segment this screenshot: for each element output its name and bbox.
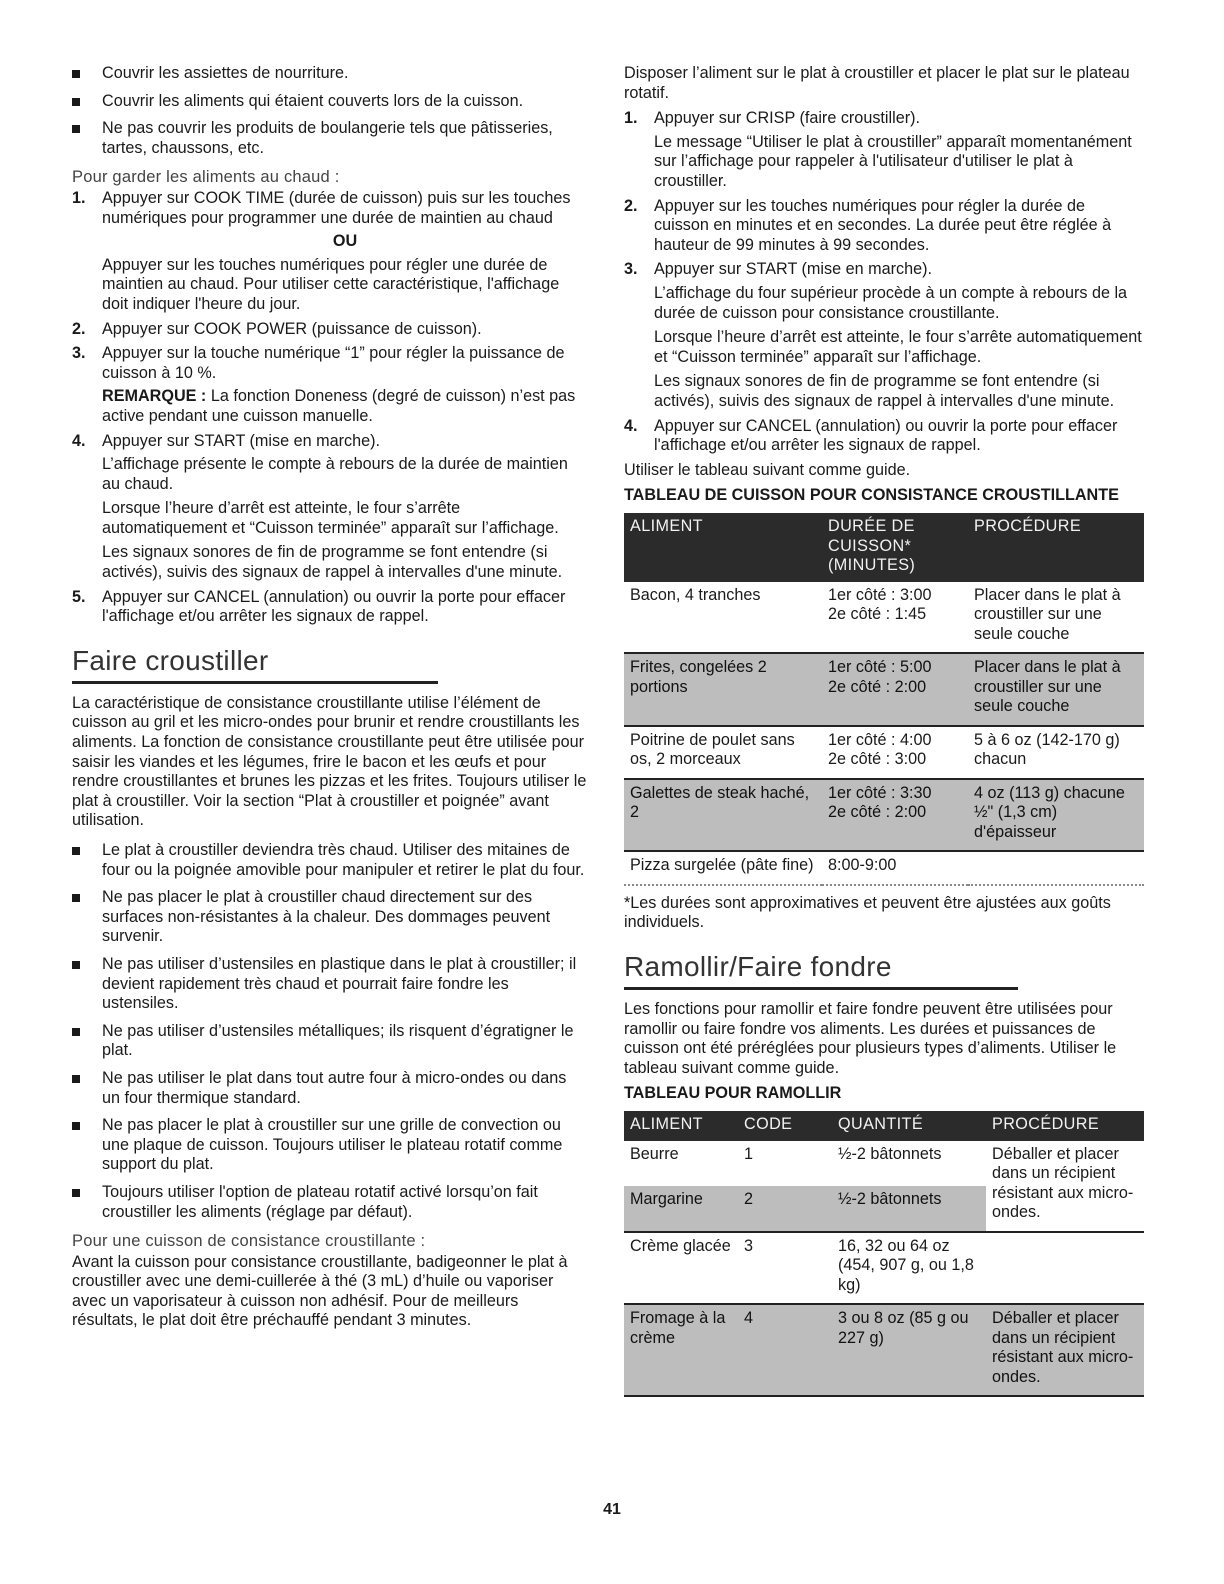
guide-text: Utiliser le tableau suivant comme guide. [624, 460, 911, 479]
section-divider [624, 987, 1018, 990]
table-cell [968, 851, 1144, 885]
table-row [624, 779, 1144, 852]
table-cell: ½-2 bâtonnets [838, 1144, 942, 1163]
table-cell: Galettes de steak haché, 2 [624, 779, 822, 852]
step-number: 1. [624, 109, 638, 128]
cover-bullets [72, 64, 588, 158]
step-number: 4. [624, 416, 638, 435]
step-3: 3. Appuyer sur la touche numérique “1” pour régler la puissance de cuisson à 10 %. REMARQUE : La fonction Doneness (degré de cuisson) n’est pas active pendant une cuisson manuelle. [72, 344, 588, 426]
table-cell: Placer dans le plat à croustiller sur une seule couche [968, 653, 1144, 726]
table-cell: Crème glacée [624, 1232, 738, 1305]
table-cell: 3 ou 8 oz (85 g ou 227 g) [832, 1304, 986, 1396]
table-cell: 1er côté : 3:30 2e côté : 2:00 [822, 779, 968, 852]
list-item: Le plat à croustiller deviendra très chaud. Utiliser des mitaines de four ou la poignée amovible pour manipuler et retirer le plat du four. [72, 841, 588, 880]
table-cell: 16, 32 ou 64 oz (454, 907 g, ou 1,8 kg) [832, 1232, 986, 1305]
table-cell: 2 [738, 1186, 832, 1232]
column-header: ALIMENT [624, 513, 822, 582]
crisp-sub-heading: Pour une cuisson de consistance croustillante : [72, 1232, 426, 1251]
crisp-footnote: *Les durées sont approximatives et peuvent être ajustées aux goûts individuels. [624, 893, 1111, 932]
soften-section-title: Ramollir/Faire fondre [624, 950, 892, 982]
table-cell: Pizza surgelée (pâte fine) [624, 851, 822, 885]
step-number: 2. [72, 319, 86, 338]
keep-warm-steps [72, 189, 588, 627]
soften-table-title: TABLEAU POUR RAMOLLIR [624, 1084, 842, 1103]
step-number: 5. [72, 587, 86, 606]
table-cell: 4 [738, 1304, 832, 1396]
list-item: Couvrir les assiettes de nourriture. [72, 64, 588, 84]
table-row [624, 851, 1144, 885]
bullet-square-icon [72, 125, 80, 133]
table-row [624, 653, 1144, 726]
step-number: 2. [624, 196, 638, 215]
column-header: DURÉE DE CUISSON* (MINUTES) [822, 513, 968, 582]
soften-intro: Les fonctions pour ramollir et faire fondre peuvent être utilisées pour ramollir ou faire fondre vos aliments. Les durées et puissances de cuisson ont été préréglées pour plusieurs types d’aliments. Utiliser le tableau suivant comme guide. [624, 999, 1117, 1077]
crisp-table [624, 513, 1144, 886]
table-cell: Bacon, 4 tranches [624, 582, 822, 654]
list-item: Ne pas placer le plat à croustiller sur une grille de convection ou une plaque de cuisson. Toujours utiliser le plateau rotatif comme support du plat. [72, 1116, 588, 1175]
table-cell: 1er côté : 4:00 2e côté : 3:00 [822, 726, 968, 779]
step-4: 4. Appuyer sur CANCEL (annulation) ou ouvrir la porte pour effacer l'affichage et/ou arrêter les signaux de rappel. [624, 416, 1118, 455]
bullet-square-icon [72, 70, 80, 78]
table-cell: 3 [738, 1232, 832, 1305]
list-item: Couvrir les aliments qui étaient couverts lors de la cuisson. [72, 92, 588, 112]
table-cell: Poitrine de poulet sans os, 2 morceaux [624, 726, 822, 779]
table-row [624, 582, 1144, 654]
column-header: PROCÉDURE [968, 513, 1144, 582]
right-column [624, 64, 1144, 1397]
keep-warm-heading: Pour garder les aliments au chaud : [72, 168, 340, 187]
list-item: Ne pas placer le plat à croustiller chaud directement sur des surfaces non-résistantes à la chaleur. Des dommages peuvent survenir. [72, 888, 588, 947]
step-number: 3. [624, 260, 638, 279]
step-5: 5. Appuyer sur CANCEL (annulation) ou ouvrir la porte pour effacer l'affichage et/ou arrêter les signaux de rappel. [72, 587, 566, 626]
list-item: Toujours utiliser l'option de plateau rotatif activé lorsqu’on fait croustiller les aliments (réglage par défaut). [72, 1183, 588, 1222]
or-separator: OU [332, 232, 358, 251]
step-2: 2. Appuyer sur COOK POWER (puissance de cuisson). [72, 319, 482, 338]
table-cell: 1er côté : 5:00 2e côté : 2:00 [822, 653, 968, 726]
bullet-square-icon [72, 1075, 80, 1083]
crisp-sub-text: Avant la cuisson pour consistance croustillante, badigeonner le plat à croustiller avec une demi-cuillerée à thé (3 mL) d’huile ou vaporiser avec un vaporisateur à cuisson non adhésif. Pour de meilleurs résultats, le plat doit être préchauffé pendant 3 minutes. [72, 1252, 568, 1330]
table-header-row [624, 1111, 1144, 1141]
section-divider [72, 681, 438, 684]
remark: REMARQUE : La fonction Doneness (degré de cuisson) n’est pas active pendant une cuisson manuelle. [102, 387, 576, 425]
bullet-square-icon [72, 98, 80, 106]
list-item: Ne pas utiliser le plat dans tout autre four à micro-ondes ou dans un four thermique standard. [72, 1069, 588, 1108]
step-1: 1. Appuyer sur COOK TIME (durée de cuisson) puis sur les touches numériques pour programmer une durée de maintien au chaud OU Appuyer sur les touches numériques pour régler une durée de maintien au chaud. Pour utiliser cette caractéristique, l'affichage doit indiquer l'heure du jour. [72, 189, 588, 315]
table-cell: 5 à 6 oz (142-170 g) chacun [968, 726, 1144, 779]
crisp-setup-intro: Disposer l’aliment sur le plat à croustiller et placer le plat sur le plateau rotatif. [624, 64, 1130, 102]
bullet-square-icon [72, 894, 80, 902]
bullet-square-icon [72, 961, 80, 969]
step-4: 4. Appuyer sur START (mise en marche). L’affichage présente le compte à rebours de la durée de maintien au chaud. Lorsque l’heure d’arrêt est atteinte, le four s’arrête automatiquement et “Cuisson terminée” apparaît sur l’affichage. Les signaux sonores de fin de programme se font entendre (si activés), suivis des signaux de rappel à intervalles d'une minute. [72, 431, 568, 582]
crisp-intro: La caractéristique de consistance croustillante utilise l’élément de cuisson au gril et les micro-ondes pour brunir et rendre croustillants les aliments. La fonction de consistance croustillante peut être utilisée pour saisir les viandes et les légumes, frire le bacon et les œufs et pour rendre croustillantes et brunes les pizzas et les frites. Toujours utiliser le plat à croustiller. Voir la section “Plat à croustiller et poignée” avant utilisation. [72, 693, 587, 830]
table-header-row [624, 513, 1144, 582]
soften-table [624, 1111, 1144, 1397]
table-cell: Margarine [624, 1186, 738, 1232]
list-item: Ne pas utiliser d’ustensiles en plastique dans le plat à croustiller; il devient rapidement très chaud et pourrait faire fondre les ustensiles. [72, 955, 588, 1014]
table-cell: Frites, congelées 2 portions [624, 653, 822, 726]
table-row [624, 726, 1144, 779]
table-cell: Beurre [630, 1144, 679, 1163]
crisp-section-title: Faire croustiller [72, 644, 269, 676]
step-number: 4. [72, 431, 86, 450]
bullet-square-icon [72, 1122, 80, 1130]
table-cell: 1 [744, 1144, 754, 1163]
page-number: 41 [603, 1501, 621, 1518]
column-header: ALIMENT [624, 1111, 738, 1141]
table-cell: 8:00-9:00 [822, 851, 968, 885]
table-cell: Déballer et placer dans un récipient résistant aux micro-ondes. [986, 1141, 1144, 1232]
step-1: 1. Appuyer sur CRISP (faire croustiller). Le message “Utiliser le plat à croustiller” apparaît momentanément sur l’affichage pour rappeler à l'utilisateur d'utiliser le plat à croustiller. [624, 109, 1132, 190]
step-number: 3. [72, 344, 86, 363]
bullet-square-icon [72, 1189, 80, 1197]
table-cell: Déballer et placer dans un récipient résistant aux micro-ondes. [986, 1304, 1144, 1396]
step-number: 1. [72, 188, 86, 207]
table-cell: Fromage à la crème [624, 1304, 738, 1396]
table-cell: 1er côté : 3:00 2e côté : 1:45 [822, 582, 968, 654]
table-row [624, 1304, 1144, 1396]
table-cell: 4 oz (113 g) chacune ½" (1,3 cm) d'épaisseur [968, 779, 1144, 852]
column-header: PROCÉDURE [986, 1111, 1144, 1141]
crisp-steps [624, 109, 1144, 456]
bullet-square-icon [72, 847, 80, 855]
table-row [624, 1232, 1144, 1305]
table-cell [986, 1232, 1144, 1305]
step-2: 2. Appuyer sur les touches numériques pour régler la durée de cuisson en minutes et en secondes. La durée peut être réglée à hauteur de 99 minutes à 99 secondes. [624, 196, 1112, 254]
crisp-table-title: TABLEAU DE CUISSON POUR CONSISTANCE CROUSTILLANTE [624, 486, 1119, 505]
list-item: Ne pas utiliser d’ustensiles métalliques; ils risquent d’égratigner le plat. [72, 1022, 588, 1061]
left-column [72, 64, 588, 1337]
column-header: CODE [738, 1111, 832, 1141]
table-cell: ½-2 bâtonnets [832, 1186, 986, 1232]
table-row [624, 1141, 1144, 1186]
crisp-bullets [72, 841, 588, 1222]
step-3: 3. Appuyer sur START (mise en marche). L’affichage du four supérieur procède à un compte à rebours de la durée de cuisson pour consistance croustillante. Lorsque l’heure d’arrêt est atteinte, le four s’arrête automatiquement et “Cuisson terminée” apparaît sur l’affichage. Les signaux sonores de fin de programme se font entendre (si activés), suivis des signaux de rappel à intervalles d'une minute. [624, 260, 1142, 410]
table-cell: Placer dans le plat à croustiller sur une seule couche [968, 582, 1144, 654]
bullet-square-icon [72, 1028, 80, 1036]
list-item: Ne pas couvrir les produits de boulangerie tels que pâtisseries, tartes, chaussons, etc. [72, 119, 588, 158]
column-header: QUANTITÉ [832, 1111, 986, 1141]
